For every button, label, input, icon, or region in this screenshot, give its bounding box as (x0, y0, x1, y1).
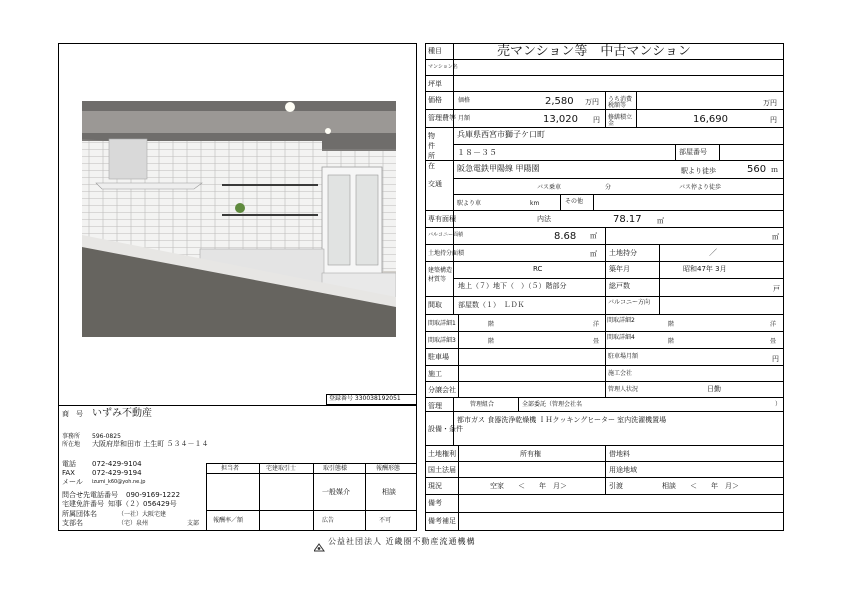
row-remarks: 備考 (425, 495, 784, 513)
fax-label: FAX (62, 469, 75, 477)
status-value: 空家 ＜ 年 月＞ (490, 482, 567, 490)
row-name: マンション名 (425, 60, 784, 76)
row-balcony: バルコニー面積 8.68 ㎡ ㎡ (425, 228, 784, 245)
train-line: 阪急電鉄甲陽線 甲陽園 (457, 164, 540, 173)
row-type: 種目 売マンション等 中古マンション (425, 43, 784, 60)
row-equipment: 設備・条件 都市ガス 食器洗浄乾燥機 ＩＨクッキングヒーター 室内洗濯機置場 (425, 412, 784, 446)
location-value: 兵庫県西宮市獅子ケ口町 (457, 130, 545, 139)
land-right-value: 所有権 (520, 450, 541, 458)
fax: 072-429-9194 (92, 469, 142, 477)
grid-ad-label: 広告 (322, 517, 335, 524)
management-fee-value: 13,020 (543, 114, 578, 125)
price-value: 2,580 (545, 96, 574, 107)
row-layout: 間取 部屋数（１） ＬＤＫ バルコニー方向 (425, 297, 784, 315)
grid-fee-rate: 報酬率／額 (213, 517, 244, 524)
grid-transaction: 一般媒介 (322, 488, 350, 496)
grid-h3: 取引態様 (323, 465, 348, 472)
address: 大阪府岸和田市 土生町 ５３４－１４ (92, 440, 209, 448)
manager-value: 日勤 (707, 385, 721, 393)
floors-value: 地上（７）地下（ ）（５）階部分 (458, 282, 567, 290)
row-admin: 管理 管理組合 全部委託（管理会社名 ） (425, 398, 784, 412)
branch: （宅）泉州 (118, 520, 149, 527)
company-label: 商 号 (62, 410, 83, 418)
branch-label: 支部名 (62, 519, 83, 527)
listing-title: 売マンション等 中古マンション (497, 44, 691, 59)
row-unit-price: 坪単 (425, 76, 784, 92)
tel: 072-429-9104 (92, 460, 142, 468)
row-price: 価格 価格 2,580 万円 うち消費税額等 万円 (425, 92, 784, 110)
handover-value: 相談 ＜ 年 月＞ (662, 482, 739, 490)
row-land-right: 土地権利 所有権 借地料 (425, 446, 784, 462)
lot-number: １８－３５ (457, 148, 497, 157)
branch-suffix: 支部 (187, 520, 200, 527)
row-status: 現況 空家 ＜ 年 月＞ 引渡 相談 ＜ 年 月＞ (425, 478, 784, 495)
grid-h2: 宅建取引士 (266, 465, 297, 472)
footer-logo-icon (314, 537, 325, 546)
association-label: 所属団体名 (62, 510, 97, 518)
footer-organization: 公益社団法人 近畿圏不動産流通機構 (328, 537, 476, 546)
row-parking: 駐車場 駐車場月額 円 (425, 349, 784, 366)
row-traffic: 交通 阪急電鉄甲陽線 甲陽園 駅より徒歩 560 ｍ バス乗車 分 バス停より徒歩 駅より車 km その他 (425, 161, 784, 211)
grid-h1: 担当者 (221, 465, 240, 472)
area-value: 78.17 (613, 214, 642, 225)
row-room-detail-3: 間取詳細3 階 畳 間取詳細4 階 畳 (425, 332, 784, 349)
row-builder: 施工 施工会社 (425, 366, 784, 382)
mail: izumi_k60@yoh.ne.jp (92, 479, 146, 485)
license-label: 宅建免許番号 (62, 500, 104, 508)
row-area: 専有面積 内法 78.17 ㎡ (425, 211, 784, 228)
row-notes: 備考補足 (425, 513, 784, 531)
balcony-value: 8.68 (554, 231, 577, 242)
structure-value: RC (533, 265, 543, 273)
association: （一社）大阪宅建 (118, 511, 167, 518)
land-ratio-value: ／ (709, 248, 717, 257)
row-location: 物件所在 兵庫県西宮市獅子ケ口町 １８－３５ 部屋番号 (425, 128, 784, 161)
grid-h4: 報酬形態 (376, 465, 401, 472)
address-label: 所在地 (62, 441, 81, 448)
contact-phone: 090-9169-1222 (126, 491, 181, 499)
equipment-value: 都市ガス 食器洗浄乾燥機 ＩＨクッキングヒーター 室内洗濯機置場 (457, 416, 667, 424)
built-value: 昭和47年 3月 (683, 265, 727, 273)
row-management-fee: 管理費等 月額 13,020 円 修繕積立金 16,690 円 (425, 110, 784, 128)
license-number: 知事（２）056429号 (108, 500, 177, 508)
office-label: 事務所 (62, 433, 81, 440)
grid-fee-type: 相談 (382, 488, 396, 496)
layout-value: 部屋数（１） ＬＤＫ (458, 301, 525, 309)
contact-label: 問合せ先電話番号 (62, 491, 118, 499)
row-seller: 分譲会社 管理人状況 日勤 (425, 382, 784, 398)
company-name: いずみ不動産 (92, 408, 152, 419)
kitchen-photo (82, 101, 396, 337)
row-land-share: 土地持分面積 ㎡ 土地持分 ／ (425, 245, 784, 262)
row-structure: 建築構造材質等 RC 築年月 昭和47年 3月 地上（７）地下（ ）（５）階部分 総戸数 戸 (425, 262, 784, 297)
grid-ad-value: 不可 (379, 517, 392, 524)
broker-grid (206, 463, 417, 531)
walk-distance: 560 (747, 164, 767, 175)
row-room-detail-1: 間取詳細1 階 洋 間取詳細2 階 洋 (425, 315, 784, 332)
cert-number: 登録番号 330038192051 (329, 395, 401, 402)
mail-label: メール (62, 478, 83, 486)
postal-code: 596-0825 (92, 433, 121, 440)
row-zoning: 国土法届 用途地域 (425, 462, 784, 478)
tel-label: 電話 (62, 460, 76, 468)
repair-fund-value: 16,690 (693, 114, 728, 125)
